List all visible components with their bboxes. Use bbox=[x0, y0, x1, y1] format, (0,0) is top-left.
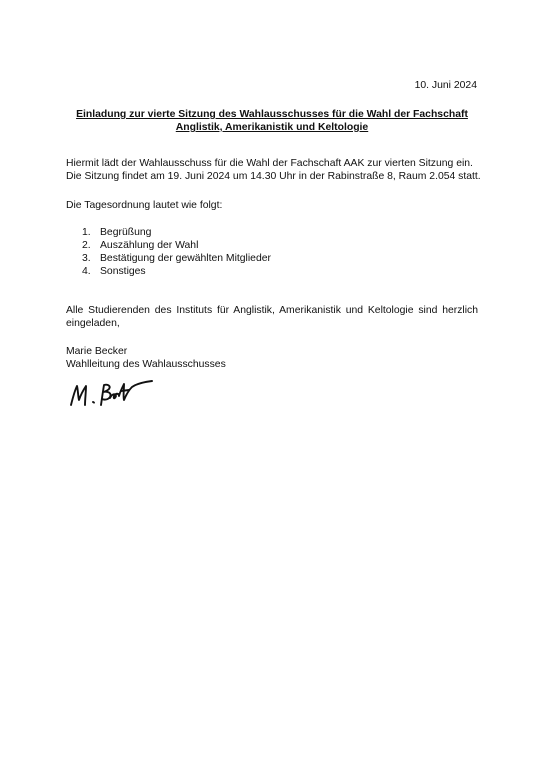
agenda-item bbox=[82, 252, 271, 265]
agenda-item-text: Begrüßung bbox=[100, 227, 152, 238]
invitation-line-2: eingeladen, bbox=[66, 318, 120, 329]
intro-line-1: Hiermit lädt der Wahlausschuss für die Wahl der Fachschaft AAK zur vierten Sitzung ein. bbox=[66, 158, 473, 169]
agenda-item bbox=[82, 239, 271, 252]
agenda-item bbox=[82, 265, 271, 278]
agenda-intro: Die Tagesordnung lautet wie folgt: bbox=[66, 200, 223, 211]
agenda-item bbox=[82, 226, 271, 239]
agenda-item-number: 1. bbox=[82, 227, 91, 238]
title-line-1: Einladung zur vierte Sitzung des Wahlausschusses für die Wahl der Fachschaft bbox=[76, 109, 468, 120]
agenda-item-number: 3. bbox=[82, 253, 91, 264]
title-line-2: Anglistik, Amerikanistik und Keltologie bbox=[175, 122, 369, 133]
agenda-item-text: Sonstiges bbox=[100, 266, 146, 277]
agenda-item-number: 2. bbox=[82, 240, 91, 251]
invitation-paragraph bbox=[66, 304, 478, 330]
agenda-item-text: Bestätigung der gewählten Mitglieder bbox=[100, 253, 271, 264]
signer-role: Wahlleitung des Wahlausschusses bbox=[66, 359, 226, 370]
agenda-list bbox=[82, 226, 271, 278]
agenda-item-number: 4. bbox=[82, 266, 91, 277]
handwritten-signature bbox=[66, 378, 158, 412]
intro-line-2: Die Sitzung findet am 19. Juni 2024 um 14.30 Uhr in der Rabinstraße 8, Raum 2.054 statt. bbox=[66, 171, 481, 182]
letter-title bbox=[66, 108, 478, 134]
letter-date: 10. Juni 2024 bbox=[414, 80, 477, 91]
invitation-line-1: Alle Studierenden des Instituts für Anglistik, Amerikanistik und Keltologie sind herzlich bbox=[66, 305, 478, 316]
intro-paragraph bbox=[66, 157, 481, 183]
signer-name: Marie Becker bbox=[66, 346, 128, 357]
agenda-item-text: Auszählung der Wahl bbox=[100, 240, 199, 251]
